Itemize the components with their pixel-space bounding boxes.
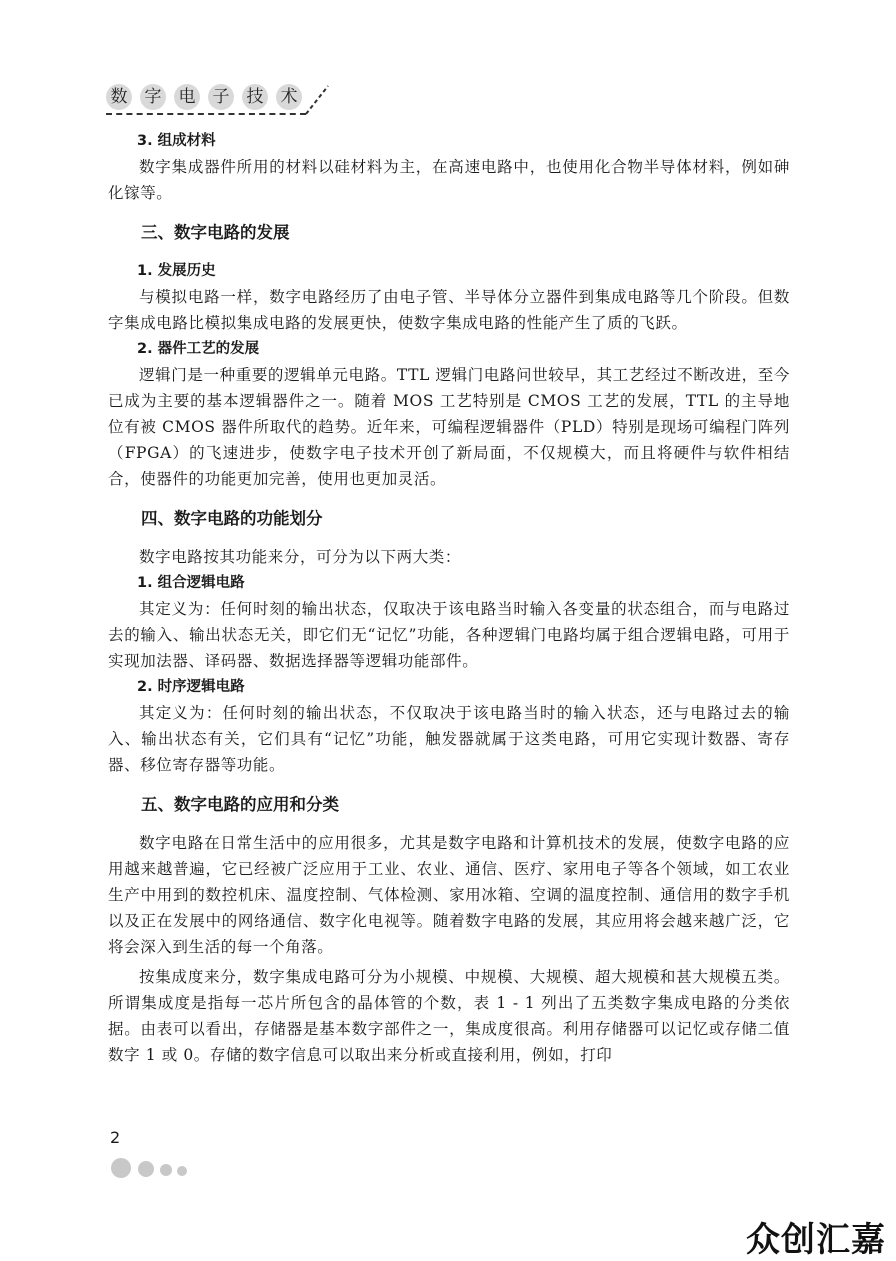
header-dashed-rule xyxy=(106,113,306,115)
header-char: 电 xyxy=(174,84,200,110)
header-slash-icon xyxy=(302,84,332,115)
subheading: 2. 器件工艺的发展 xyxy=(137,341,260,357)
page-number: 2 xyxy=(110,1128,121,1147)
paragraph: 其定义为：任何时刻的输出状态，不仅取决于该电路当时的输入状态，还与电路过去的输入、输出状态有关，它们具有“记忆”功能，触发器就属于这类电路，可用它实现计数器、寄存器、移位寄存器等功能。 xyxy=(108,704,790,774)
paragraph: 数字电路按其功能来分，可分为以下两大类： xyxy=(139,548,462,566)
header-char: 数 xyxy=(106,84,132,110)
subheading: 1. 组合逻辑电路 xyxy=(137,575,245,591)
header-char: 技 xyxy=(242,84,268,110)
subheading: 2. 时序逻辑电路 xyxy=(137,679,245,695)
paragraph: 数字电路在日常生活中的应用很多，尤其是数字电路和计算机技术的发展，使数字电路的应用越来越普遍，它已经被广泛应用于工业、农业、通信、医疗、家用电子等各个领域，如工农业生产中用到的数控机床、温度控制、气体检测、家用冰箱、空调的温度控制、通信用的数字手机以及正在发展中的网络通信、数字化电视等。随着数字电路的发展，其应用将会越来越广泛，它将会深入到生活的每一个角落。 xyxy=(108,834,790,956)
paragraph: 与模拟电路一样，数字电路经历了由电子管、半导体分立器件到集成电路等几个阶段。但数字集成电路比模拟集成电路的发展更快，使数字集成电路的性能产生了质的飞跃。 xyxy=(108,288,790,332)
subheading: 3. 组成材料 xyxy=(137,133,216,149)
decorative-dots-icon xyxy=(110,1156,210,1180)
body-text xyxy=(108,128,790,1068)
section-heading: 三、数字电路的发展 xyxy=(141,223,290,242)
running-header xyxy=(106,84,336,118)
section-heading: 四、数字电路的功能划分 xyxy=(141,509,323,528)
paragraph: 数字集成器件所用的材料以硅材料为主，在高速电路中，也使用化合物半导体材料，例如砷化镓等。 xyxy=(108,158,790,202)
watermark-logo: 众创汇嘉 xyxy=(746,1220,886,1260)
paragraph: 按集成度来分，数字集成电路可分为小规模、中规模、大规模、超大规模和甚大规模五类。所谓集成度是指每一芯片所包含的晶体管的个数，表 1 - 1 列出了五类数字集成电路的分类依据。由表可以看出，存储器是基本数字部件之一，集成度很高。利用存储器可以记忆或存储二值数字 1 或 0。存储的数字信息可以取出来分析或直接利用，例如，打印 xyxy=(108,968,790,1064)
paragraph: 逻辑门是一种重要的逻辑单元电路。TTL 逻辑门电路问世较早，其工艺经过不断改进，至今已成为主要的基本逻辑器件之一。随着 MOS 工艺特别是 CMOS 工艺的发展，TTL 的主导地位有被 CMOS 器件所取代的趋势。近年来，可编程逻辑器件（PLD）特别是现场可编程门阵列（FPGA）的飞速进步，使数字电子技术开创了新局面，不仅规模大，而且将硬件与软件相结合，使器件的功能更加完善，使用也更加灵活。 xyxy=(108,366,790,488)
section-heading: 五、数字电路的应用和分类 xyxy=(141,795,339,814)
header-char: 字 xyxy=(140,84,166,110)
header-char: 子 xyxy=(208,84,234,110)
header-char: 术 xyxy=(276,84,302,110)
subheading: 1. 发展历史 xyxy=(137,263,216,279)
paragraph: 其定义为：任何时刻的输出状态，仅取决于该电路当时输入各变量的状态组合，而与电路过去的输入、输出状态无关，即它们无“记忆”功能，各种逻辑门电路均属于组合逻辑电路，可用于实现加法器、译码器、数据选择器等逻辑功能部件。 xyxy=(108,600,790,670)
